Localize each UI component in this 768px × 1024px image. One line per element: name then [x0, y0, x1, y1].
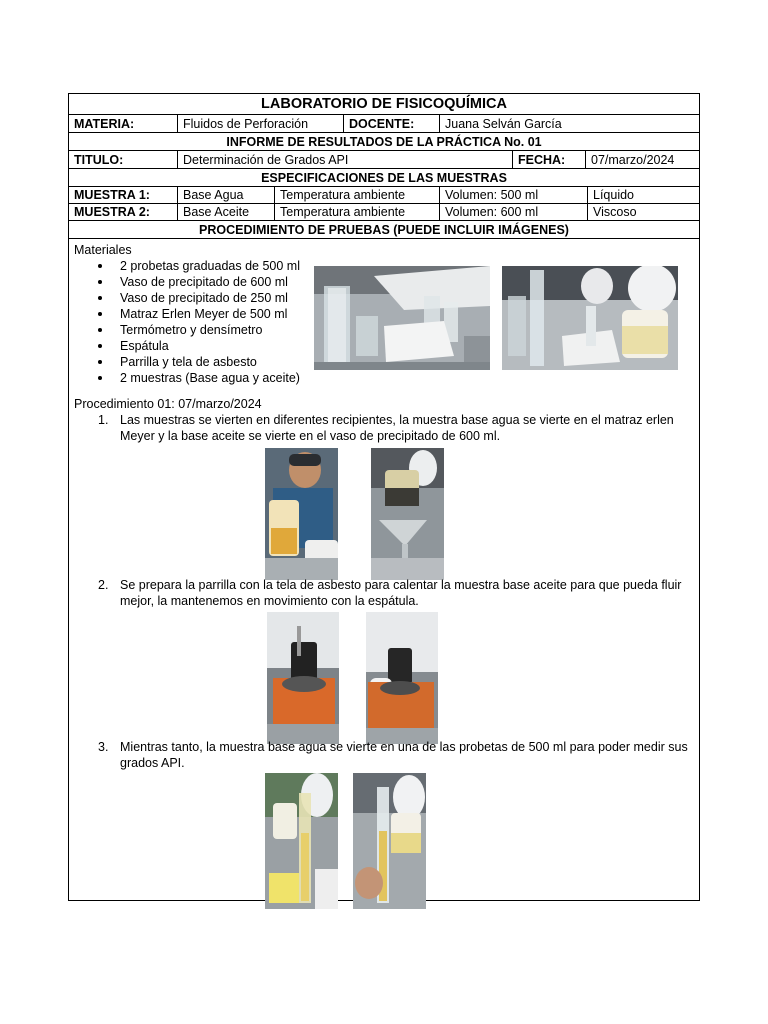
- materia-value: Fluidos de Perforación: [178, 115, 344, 132]
- titulo-row: [69, 151, 699, 169]
- titulo-value: Determinación de Grados API: [178, 151, 513, 168]
- sample-temp: Temperatura ambiente: [275, 187, 440, 203]
- report-title-row: [69, 133, 699, 151]
- sample-label: MUESTRA 2:: [69, 204, 178, 220]
- photo-cylinder-measurement: [353, 773, 426, 909]
- docente-value: Juana Selván García: [445, 117, 562, 131]
- list-item: Espátula: [98, 338, 300, 354]
- sample-volume: Volumen: 600 ml: [440, 204, 588, 220]
- step-number: 1.: [98, 413, 109, 427]
- list-item: Vaso de precipitado de 250 ml: [98, 290, 300, 306]
- step-text: Las muestras se vierten en diferentes recipientes, la muestra base agua se vierte en el matraz erlen Meyer y la base aceite se vierte en el vaso de precipitado de 600 ml.: [120, 413, 674, 443]
- list-item: 2 muestras (Base agua y aceite): [98, 370, 300, 386]
- photo-pouring-into-cylinder: [265, 773, 338, 909]
- photo-hotplate-heating: [267, 612, 339, 744]
- materials-list: [98, 258, 300, 386]
- list-item: 2 probetas graduadas de 500 ml: [98, 258, 300, 274]
- step-number: 3.: [98, 740, 109, 754]
- list-item: Termómetro y densímetro: [98, 322, 300, 338]
- procedure-step-3: [98, 739, 693, 771]
- fecha-label: FECHA:: [513, 151, 586, 168]
- photo-graduated-cylinder: [502, 266, 678, 370]
- sample-temp: Temperatura ambiente: [275, 204, 440, 220]
- photo-pouring-sample: [265, 448, 338, 580]
- sample-base: Base Agua: [178, 187, 275, 203]
- step-text: Mientras tanto, la muestra base agua se vierte en una de las probetas de 500 ml para poder medir sus grados API.: [120, 740, 688, 770]
- materia-row: [69, 115, 699, 133]
- photo-stirring-spatula: [366, 612, 438, 744]
- lab-title-row: [69, 94, 699, 115]
- lab-title: LABORATORIO DE FISICOQUÍMICA: [261, 96, 507, 112]
- list-item: Vaso de precipitado de 600 ml: [98, 274, 300, 290]
- sample-volume: Volumen: 500 ml: [440, 187, 588, 203]
- report-title: INFORME DE RESULTADOS DE LA PRÁCTICA No. 01: [226, 135, 542, 149]
- sample-row-1: [69, 187, 699, 204]
- step-text: Se prepara la parrilla con la tela de asbesto para calentar la muestra base aceite para que pueda fluir mejor, la mantenemos en movimiento con la espátula.: [120, 578, 682, 608]
- procedure-title: Procedimiento 01: 07/marzo/2024: [74, 397, 262, 411]
- procedure-header-row: [69, 221, 699, 239]
- photo-beaker-funnel: [371, 448, 444, 580]
- spec-title-row: [69, 169, 699, 187]
- sample-row-2: [69, 204, 699, 221]
- sample-state: Líquido: [593, 188, 635, 202]
- spec-title: ESPECIFICACIONES DE LAS MUESTRAS: [261, 171, 507, 185]
- sample-state: Viscoso: [593, 205, 637, 219]
- procedure-step-2: [98, 577, 693, 609]
- sample-base: Base Aceite: [178, 204, 275, 220]
- photo-lab-bench-beakers: [314, 266, 490, 370]
- docente-label: DOCENTE:: [344, 115, 440, 132]
- materia-label: MATERIA:: [69, 115, 178, 132]
- fecha-value: 07/marzo/2024: [591, 153, 675, 167]
- procedure-step-1: [98, 412, 693, 444]
- list-item: Parrilla y tela de asbesto: [98, 354, 300, 370]
- titulo-label: TITULO:: [69, 151, 178, 168]
- materials-title: Materiales: [74, 243, 132, 257]
- list-item: Matraz Erlen Meyer de 500 ml: [98, 306, 300, 322]
- sample-label: MUESTRA 1:: [69, 187, 178, 203]
- lab-report-page: [68, 93, 700, 901]
- step-number: 2.: [98, 578, 109, 592]
- procedure-header: PROCEDIMIENTO DE PRUEBAS (PUEDE INCLUIR IMÁGENES): [199, 223, 569, 237]
